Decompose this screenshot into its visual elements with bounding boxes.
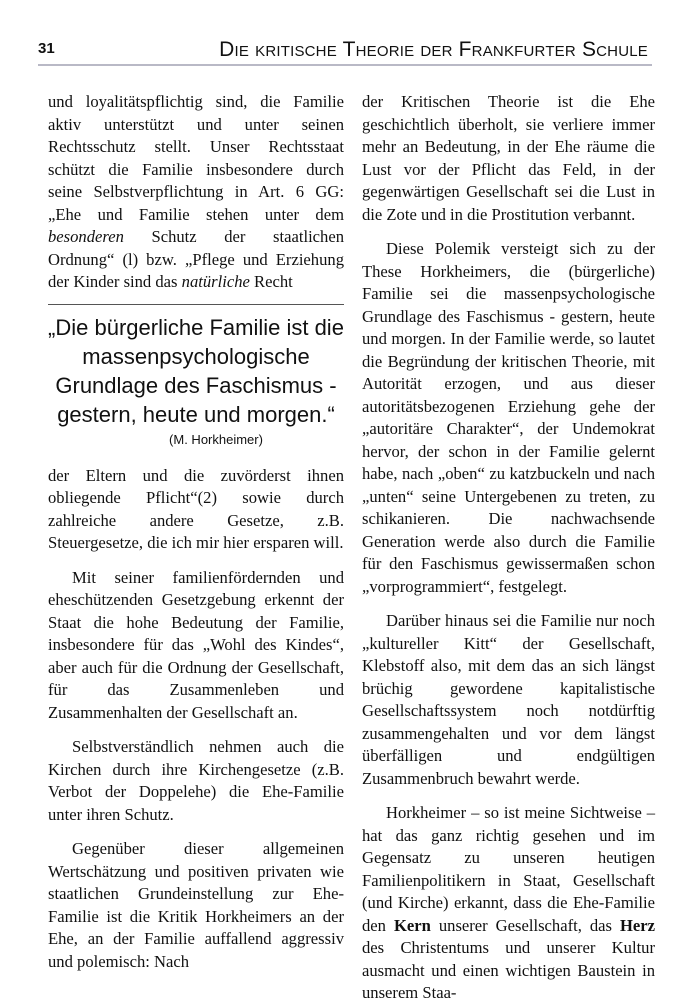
pull-quote-text: „Die bürgerliche Familie ist die massenpsychologische Grundlage des Faschismus - gestern, heute und morgen.“ — [48, 314, 344, 427]
text-span: des Christentums und unserer Kultur ausmacht und einen wichtigen Baustein in unserem Staa- — [362, 938, 655, 1002]
left-column — [48, 91, 344, 973]
right-paragraph-1: der Kritischen Theorie ist die Ehe geschichtlich überholt, sie verliere immer mehr an Bedeutung, in der Ehe räume die Lust vor der Pflicht das Feld, in der gegenwärtigen Gesellschaft sei die Lust in die Zote und in die Prostitution verbannt. — [362, 92, 655, 224]
header-rule — [38, 64, 652, 66]
text-span: und loyalitätspflichtig sind, die Familie aktiv unterstützt und unter seinen Rechtsschutz stellt. Unser Rechtsstaat schützt die Familie insbesondere durch seine Selbstverpflichtung in Art. 6 GG: „Ehe und Familie stehen unter dem — [48, 92, 344, 224]
running-title: Die kritische Theorie der Frankfurter Schule — [219, 38, 648, 61]
right-paragraph-2: Diese Polemik versteigt sich zu der These Horkheimers, die (bürgerliche) Familie sei die massenpsychologische Grundlage des Faschismus - gestern, heute und morgen. In der Familie werde, so lautet die Begründung der kritischen Theorie, mit Autorität erzogen, und aus dieser autoritätsbezogenen Erziehung gehe der „autoritäre Charakter“, der Undemokrat hervor, der schon in der Familie gelernt habe, nach „oben“ zu katzbuckeln und nach „unten“ seine Untergebenen zu treten, zu schikanieren. Die nachwachsende Generation werde also durch die Familie für den Faschismus gewissermaßen schon „vorprogrammiert“, festgelegt. — [362, 239, 655, 596]
pull-quote — [48, 304, 344, 449]
left-paragraph-1 — [48, 91, 344, 294]
text-span: Horkheimer – so ist meine Sichtweise – hat das ganz richtig gesehen und im Gegensatz zu unseren heutigen Familienpolitikern in Staat, Gesellschaft (und Kirche) erkannt, dass die Ehe-Familie den — [362, 803, 655, 935]
left-paragraph-4: Selbstverständlich nehmen auch die Kirchen durch ihre Kirchengesetze (z.B. Verbot der Doppelehe) die Ehe-Familie unter ihren Schutz. — [48, 737, 344, 824]
pull-quote-author: (M. Horkheimer) — [169, 431, 263, 447]
right-paragraph-4 — [362, 802, 655, 1005]
emphasis-natuerliche: natürliche — [181, 272, 250, 291]
emphasis-besonderen: besonderen — [48, 227, 124, 246]
right-column — [362, 91, 655, 1005]
page-number: 31 — [38, 40, 55, 57]
text-span: Recht — [249, 272, 293, 291]
right-paragraph-3: Darüber hinaus sei die Familie nur noch „kultureller Kitt“ der Gesellschaft, Klebstoff also, mit dem das an sich längst brüchig gewordene kapitalistische Gesellschaftssystem noch notdürftig zusammengehalten und vor dem längst überfälligen und endgültigen Zusammenbruch bewahrt werde. — [362, 611, 655, 788]
left-paragraph-3: Mit seiner familienfördernden und eheschützenden Gesetzgebung erkennt der Staat die hohe Bedeutung der Familie, insbesondere für das „Wohl des Kindes“, aber auch für die Ordnung der Gesellschaft, für das Zusammenleben und Zusammenhalten der Gesellschaft an. — [48, 567, 344, 722]
left-paragraph-5: Gegenüber dieser allgemeinen Wertschätzung und positiven privaten wie staatlichen Grundeinstellung zur Ehe-Familie ist die Kritik Horkheimers an der Ehe, an der Familie auffallend aggressiv und polemisch: Nach — [48, 839, 344, 971]
text-span: unserer Gesellschaft, das — [430, 915, 620, 935]
bold-herz: Herz — [619, 915, 655, 935]
bold-kern: Kern — [393, 915, 431, 935]
text-span: Schutz der staatlichen Ordnung“ (l) bzw. „Pflege und Erziehung der Kinder sind das — [48, 227, 344, 291]
left-paragraph-2: der Eltern und die zuvörderst ihnen obliegende Pflicht“(2) sowie durch zahlreiche andere Gesetze, z.B. Steuergesetze, die ich mir hier ersparen will. — [48, 465, 344, 552]
page-header — [38, 38, 652, 68]
